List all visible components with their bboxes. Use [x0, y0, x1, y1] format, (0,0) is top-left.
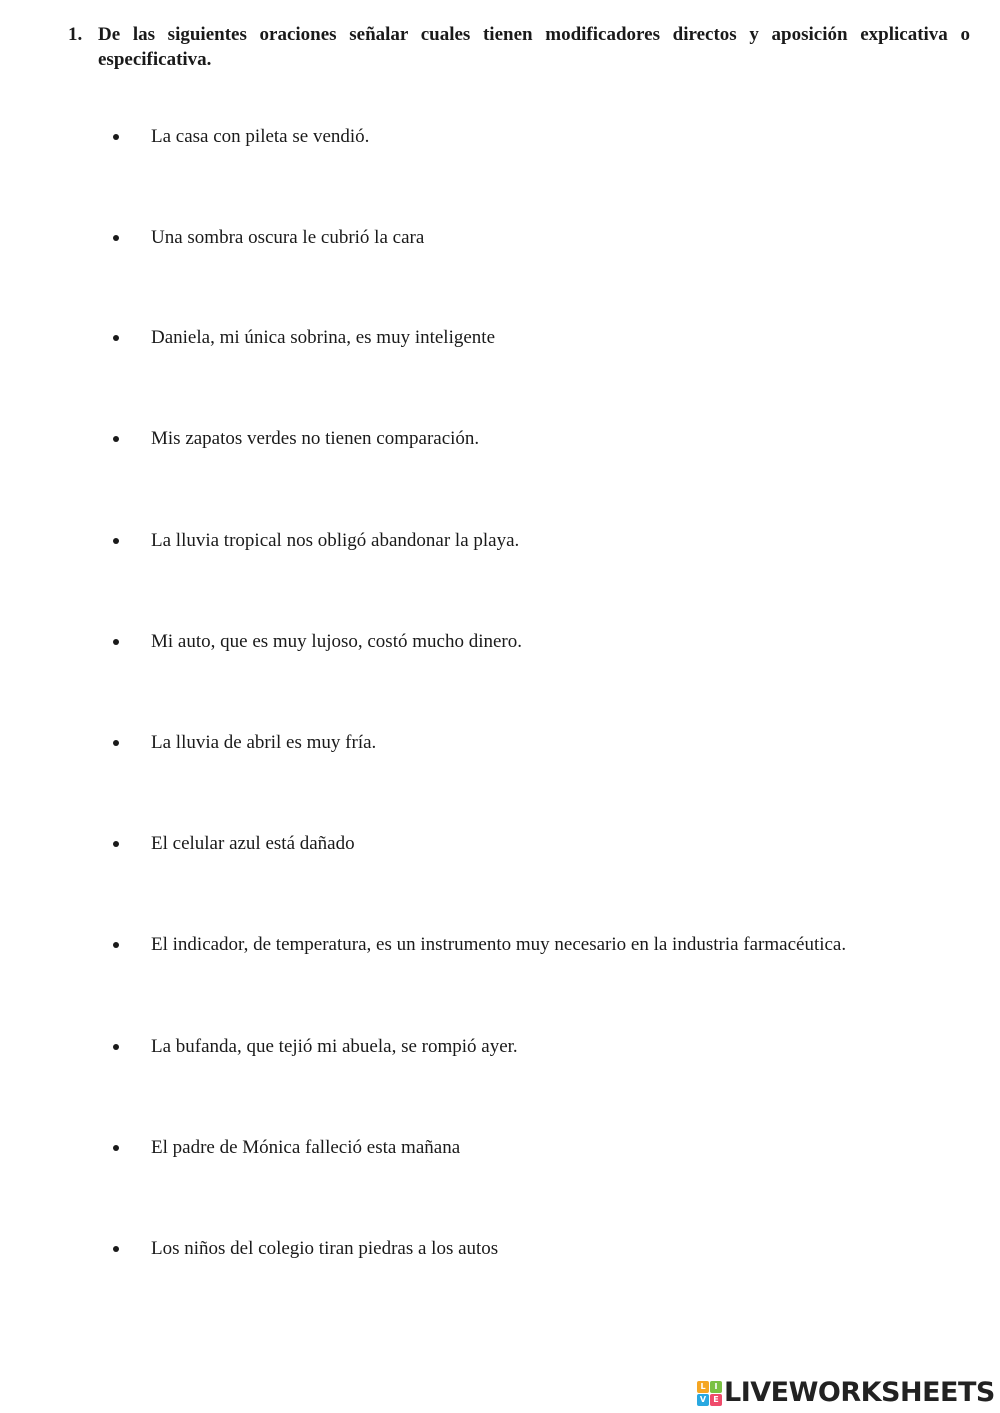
bullet-icon: [112, 932, 124, 958]
logo-tile: L: [697, 1381, 709, 1393]
list-item-text: La lluvia tropical nos obligó abandonar la playa.: [151, 530, 520, 551]
logo-tile: E: [710, 1394, 722, 1406]
logo-text: LIVEWORKSHEETS: [724, 1377, 995, 1408]
list-item-text: El indicador, de temperatura, es un instrumento muy necesario en la industria farmacéutica.: [151, 934, 847, 955]
bullet-icon: [112, 225, 124, 251]
question-number: 1.: [68, 24, 83, 45]
list-item-text: Los niños del colegio tiran piedras a los autos: [151, 1238, 499, 1259]
bullet-icon: [112, 831, 124, 857]
list-item-text: Mis zapatos verdes no tienen comparación.: [151, 428, 480, 449]
bullet-icon: [112, 528, 124, 554]
logo-tile: I: [710, 1381, 722, 1393]
bullet-icon: [112, 730, 124, 756]
bullet-icon: [112, 1236, 124, 1262]
list-item-text: Mi auto, que es muy lujoso, costó mucho dinero.: [151, 631, 522, 652]
list-item-text: El padre de Mónica falleció esta mañana: [151, 1137, 461, 1158]
liveworksheets-logo: [697, 1378, 995, 1408]
list-item-text: La casa con pileta se vendió.: [151, 126, 370, 147]
list-item-text: La bufanda, que tejió mi abuela, se rompió ayer.: [151, 1036, 518, 1057]
list-item-text: La lluvia de abril es muy fría.: [151, 732, 377, 753]
logo-tile: V: [697, 1394, 709, 1406]
question-heading: [68, 22, 970, 72]
bullet-icon: [112, 426, 124, 452]
bullet-icon: [112, 1135, 124, 1161]
question-text: De las siguientes oraciones señalar cuales tienen modificadores directos y aposición explicativa o especificativa.: [98, 24, 970, 70]
list-item-text: Una sombra oscura le cubrió la cara: [151, 227, 425, 248]
bullet-icon: [112, 629, 124, 655]
list-item-text: Daniela, mi única sobrina, es muy inteligente: [151, 327, 496, 348]
liveworksheets-icon: [697, 1381, 721, 1405]
bullet-icon: [112, 124, 124, 150]
list-item-text: El celular azul está dañado: [151, 833, 355, 854]
bullet-icon: [112, 1034, 124, 1060]
bullet-icon: [112, 325, 124, 351]
